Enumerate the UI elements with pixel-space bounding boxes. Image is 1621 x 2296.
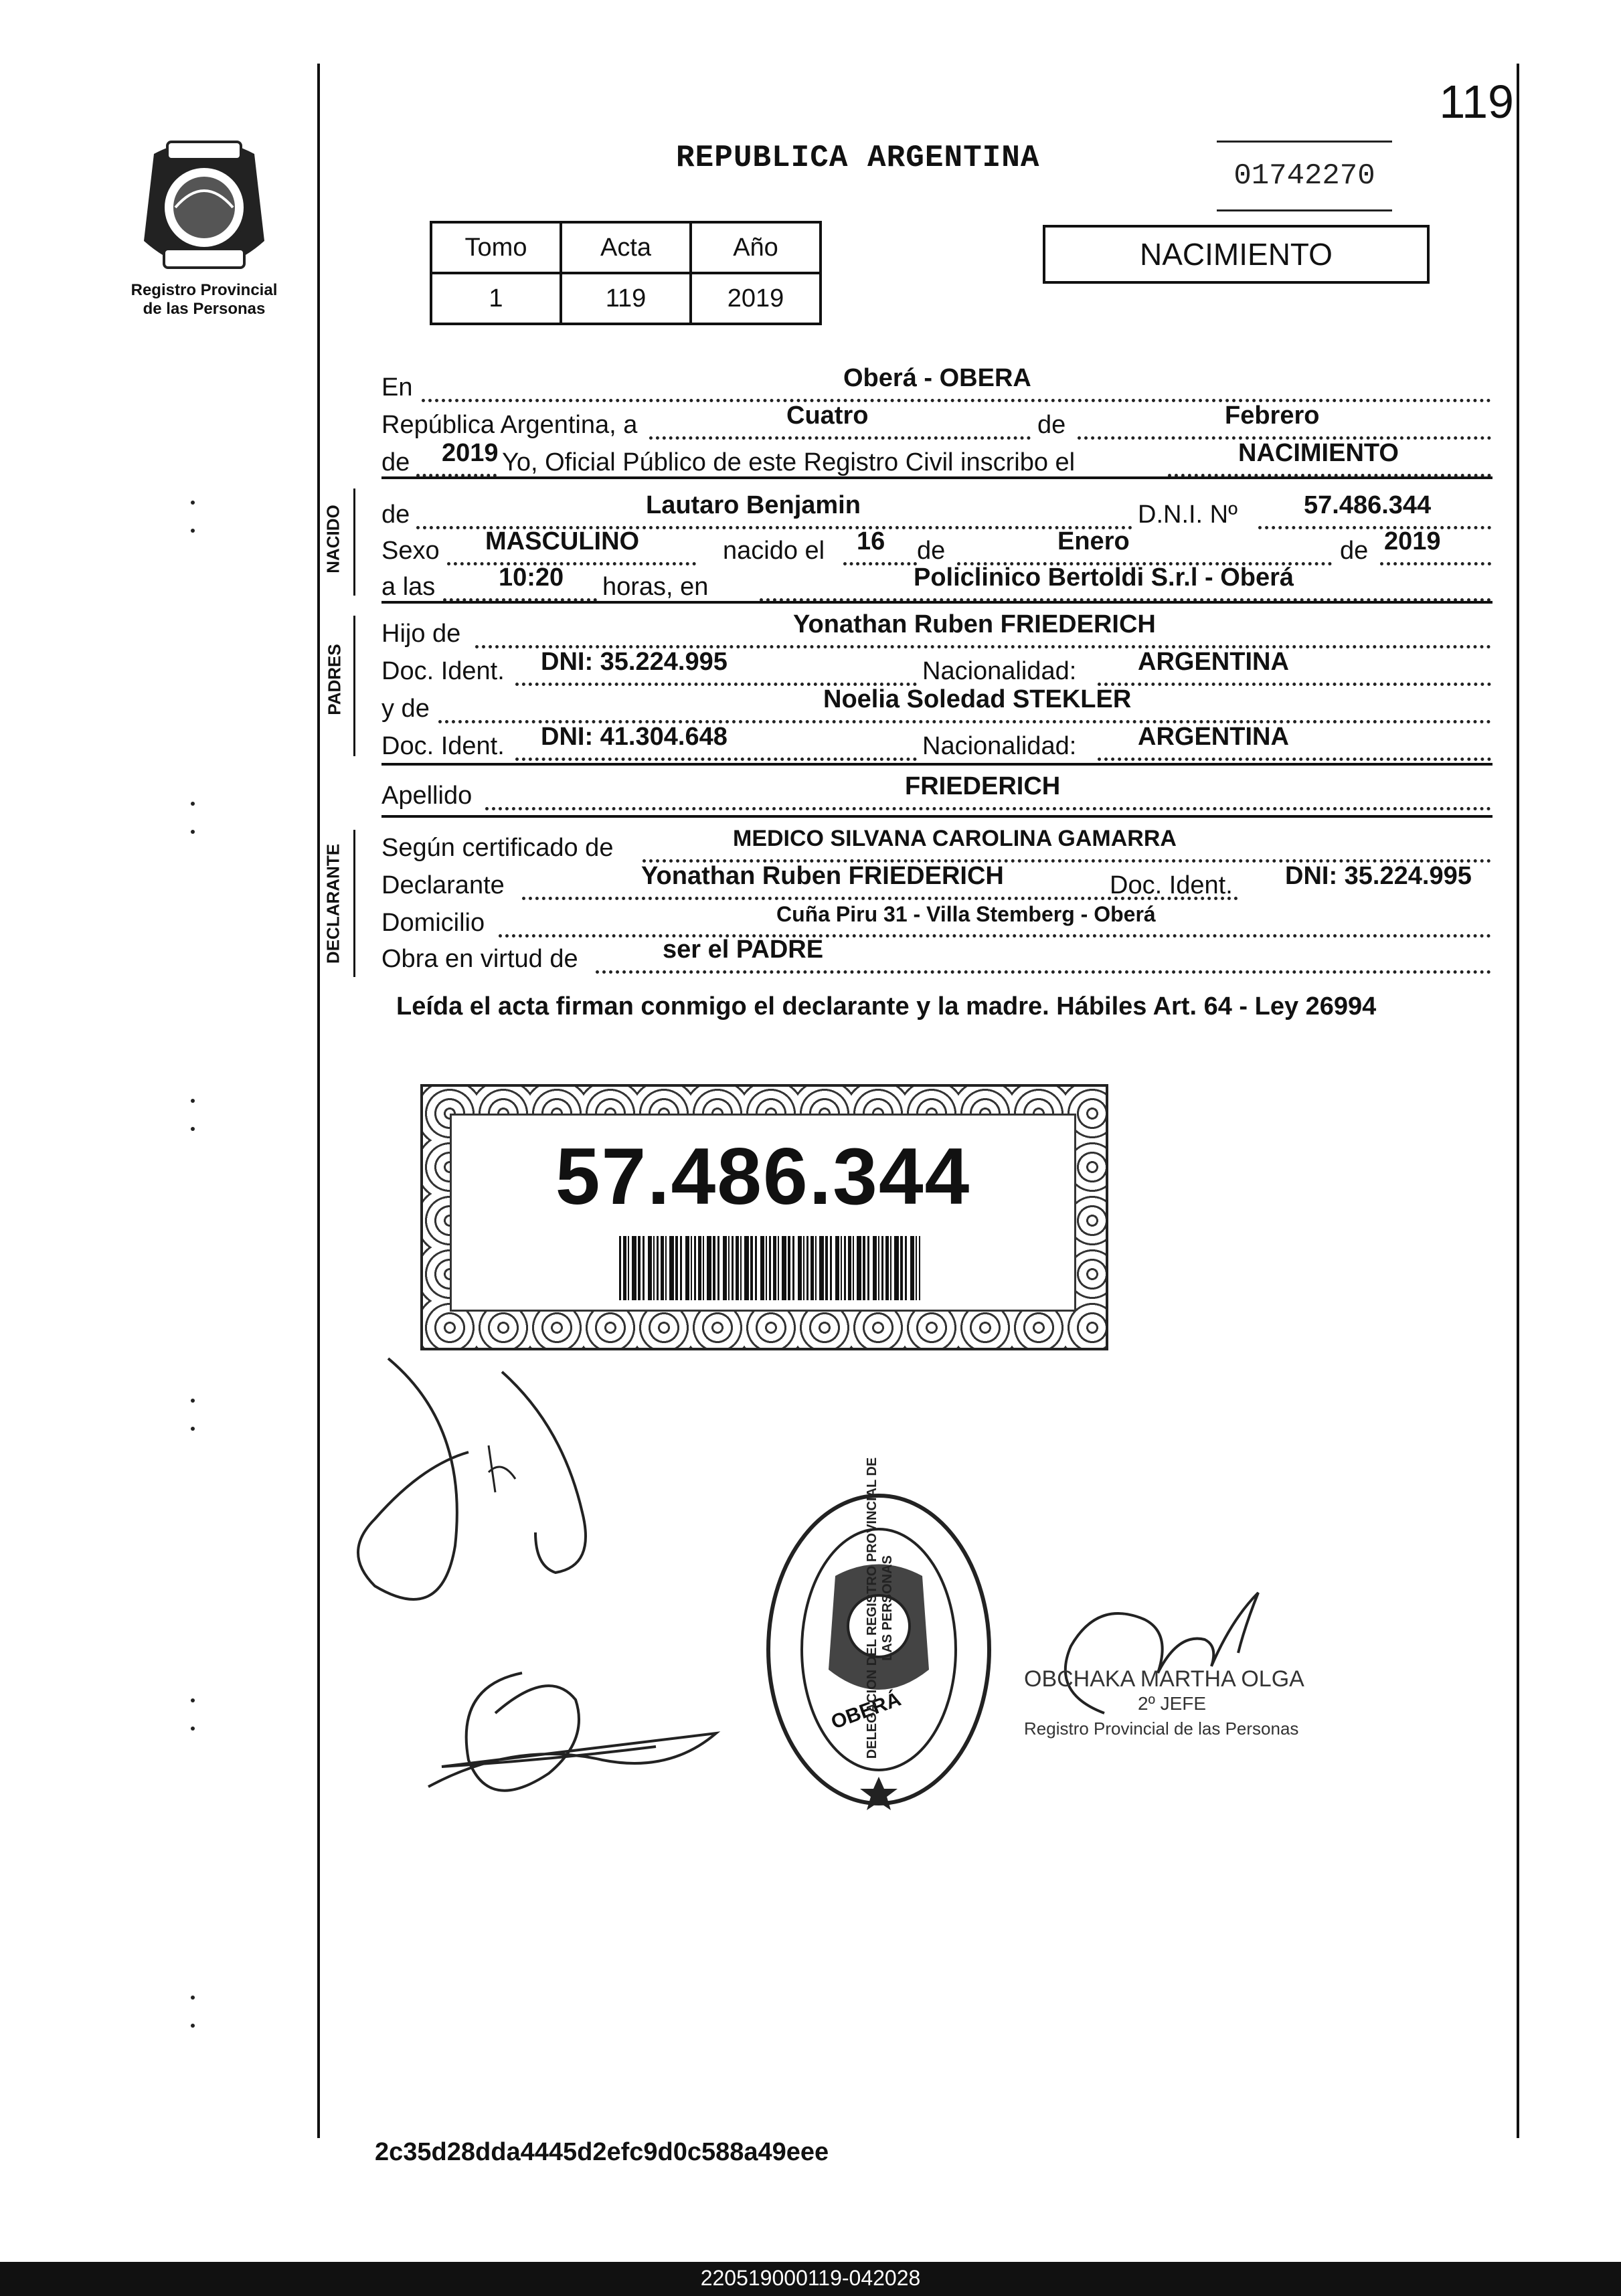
barcode-bar — [691, 1236, 692, 1300]
row-time — [381, 563, 1491, 605]
barcode-bar — [819, 1236, 824, 1300]
label-apellido: Apellido — [381, 782, 473, 810]
label-a-las: a las — [381, 573, 436, 601]
row-date — [381, 402, 1491, 443]
separator-line — [381, 763, 1492, 766]
scan-speck — [191, 1698, 195, 1702]
label-sexo: Sexo — [381, 537, 440, 565]
barcode-bar — [623, 1236, 626, 1300]
certificate-value: MEDICO SILVANA CAROLINA GAMARRA — [733, 826, 1177, 851]
barcode-bar — [806, 1236, 808, 1300]
record-type-box: NACIMIENTO — [1043, 225, 1430, 284]
sticker-panel — [450, 1114, 1076, 1312]
month-value: Febrero — [1225, 402, 1320, 430]
barcode-bar — [665, 1236, 667, 1300]
row-obra — [381, 936, 1491, 977]
header-anio: Año — [691, 222, 821, 273]
logo-caption — [107, 281, 301, 319]
father-doc: DNI: 35.224.995 — [541, 648, 728, 676]
sex-value: MASCULINO — [485, 527, 640, 555]
barcode-bar — [698, 1236, 701, 1300]
logo-caption-line2: de las Personas — [143, 300, 266, 318]
barcode-bar — [657, 1236, 659, 1300]
label-mother-doc: Doc. Ident. — [381, 732, 505, 760]
scan-speck — [191, 1399, 195, 1403]
official-registry: Registro Provincial de las Personas — [1024, 1718, 1299, 1739]
value-tomo: 1 — [431, 273, 561, 324]
logo-caption-line1: Registro Provincial — [131, 281, 278, 299]
barcode-bar — [703, 1236, 704, 1300]
sticker-dni-number: 57.486.344 — [555, 1132, 971, 1221]
barcode-bar — [736, 1236, 739, 1300]
row-year — [381, 439, 1491, 480]
section-label-padres: PADRES — [324, 644, 345, 715]
label-en: En — [381, 373, 413, 402]
row-mother — [381, 685, 1491, 727]
section-label-declarante: DECLARANTE — [323, 843, 343, 964]
row-father — [381, 610, 1491, 652]
label-de: de — [1037, 411, 1066, 439]
label-nacido-el: nacido el — [723, 537, 825, 565]
label-de-year: de — [381, 448, 410, 476]
record-table-values — [431, 273, 821, 324]
barcode-bar — [694, 1236, 696, 1300]
barcode-bar — [835, 1236, 839, 1300]
scan-speck — [191, 501, 195, 505]
official-role: 2º JEFE — [1138, 1693, 1207, 1714]
barcode-bar — [653, 1236, 655, 1300]
barcode-bar — [830, 1236, 832, 1300]
mother-name: Noelia Soledad STEKLER — [823, 685, 1132, 713]
label-de-month: de — [917, 537, 946, 565]
barcode-bar — [740, 1236, 742, 1300]
row-mother-doc — [381, 723, 1491, 764]
label-segun: Según certificado de — [381, 834, 614, 862]
row-declarante — [381, 862, 1491, 903]
scan-speck — [191, 1727, 195, 1731]
header-acta: Acta — [561, 222, 691, 273]
scan-speck — [191, 1427, 195, 1431]
barcode-bar — [844, 1236, 846, 1300]
apellido-value: FRIEDERICH — [905, 772, 1061, 800]
label-obra: Obra en virtud de — [381, 945, 578, 973]
value-anio: 2019 — [691, 273, 821, 324]
section-bracket — [353, 489, 355, 596]
barcode-bar — [878, 1236, 879, 1300]
barcode-bar — [628, 1236, 629, 1300]
barcode-bar — [713, 1236, 715, 1300]
barcode-bar — [803, 1236, 804, 1300]
barcode-bar — [766, 1236, 767, 1300]
separator-line — [381, 601, 1492, 604]
signature-mother — [415, 1660, 730, 1847]
barcode-bar — [728, 1236, 730, 1300]
barcode-bar — [750, 1236, 753, 1300]
right-margin-line — [1517, 64, 1519, 2138]
scan-speck — [191, 1996, 195, 2000]
record-table — [430, 221, 822, 325]
birth-month: Enero — [1057, 527, 1130, 555]
barcode-bar — [848, 1236, 851, 1300]
barcode-bar — [890, 1236, 891, 1300]
barcode-bar — [863, 1236, 865, 1300]
barcode-bar — [905, 1236, 907, 1300]
barcode-bar — [685, 1236, 689, 1300]
footer-code: 220519000119-042028 — [700, 2266, 921, 2290]
left-margin-line — [317, 64, 320, 2138]
document-hash: 2c35d28dda4445d2efc9d0c588a49eee — [375, 2138, 829, 2166]
declarant-doc: DNI: 35.224.995 — [1285, 862, 1472, 890]
barcode-bar — [885, 1236, 889, 1300]
mother-doc: DNI: 41.304.648 — [541, 723, 728, 751]
scan-speck — [191, 830, 195, 834]
barcode — [619, 1236, 920, 1300]
father-name: Yonathan Ruben FRIEDERICH — [793, 610, 1156, 638]
section-bracket — [353, 830, 355, 977]
label-mother-nationality: Nacionalidad: — [922, 732, 1077, 760]
birth-time: 10:20 — [499, 563, 564, 592]
scan-speck — [191, 2024, 195, 2028]
barcode-bar — [769, 1236, 771, 1300]
barcode-bar — [810, 1236, 814, 1300]
official-name: OBCHAKA MARTHA OLGA — [1024, 1666, 1304, 1692]
row-place — [381, 364, 1491, 406]
birth-year: 2019 — [1384, 527, 1441, 555]
barcode-bar — [815, 1236, 817, 1300]
serial-number: 01742270 — [1217, 141, 1392, 211]
barcode-bar — [825, 1236, 828, 1300]
barcode-bar — [841, 1236, 842, 1300]
barcode-bar — [873, 1236, 877, 1300]
child-name: Lautaro Benjamin — [646, 491, 861, 519]
birth-day: 16 — [857, 527, 885, 555]
barcode-bar — [632, 1236, 636, 1300]
label-y-de: y de — [381, 695, 430, 723]
barcode-bar — [881, 1236, 883, 1300]
barcode-bar — [723, 1236, 727, 1300]
separator-line — [381, 815, 1492, 818]
signature-declarant — [335, 1345, 643, 1680]
dni-sticker — [420, 1084, 1108, 1350]
barcode-bar — [643, 1236, 645, 1300]
separator-line — [381, 476, 1492, 479]
header-tomo: Tomo — [431, 222, 561, 273]
barcode-bar — [782, 1236, 786, 1300]
scan-speck — [191, 802, 195, 806]
page-number: 119 — [1439, 76, 1514, 128]
barcode-bar — [669, 1236, 674, 1300]
stamp-ring-text: DELEGACION DEL REGISTRO PROVINCIAL DE LAS PERSONAS — [865, 1457, 895, 1759]
label-declarante: Declarante — [381, 871, 505, 899]
barcode-bar — [867, 1236, 869, 1300]
address-value: Cuña Piru 31 - Villa Stemberg - Oberá — [776, 902, 1156, 926]
barcode-bar — [900, 1236, 903, 1300]
barcode-bar — [638, 1236, 641, 1300]
barcode-bar — [919, 1236, 920, 1300]
label-republica: República Argentina, a — [381, 411, 638, 439]
label-inscribo: Yo, Oficial Público de este Registro Civil inscribo el — [502, 448, 1076, 476]
label-horas: horas, en — [602, 573, 709, 601]
provincia-misiones-logo — [127, 127, 281, 294]
barcode-bar — [744, 1236, 749, 1300]
barcode-bar — [707, 1236, 711, 1300]
barcode-bar — [853, 1236, 854, 1300]
capacity-value: ser el PADRE — [663, 936, 824, 964]
label-declarant-doc: Doc. Ident. — [1110, 871, 1233, 899]
barcode-bar — [916, 1236, 917, 1300]
father-nationality: ARGENTINA — [1138, 648, 1289, 676]
stamp-city: OBERÁ — [828, 1688, 904, 1734]
declarant-name: Yonathan Ruben FRIEDERICH — [641, 862, 1004, 890]
record-table-header — [431, 222, 821, 273]
child-dni: 57.486.344 — [1304, 491, 1432, 519]
birth-place: Policlinico Bertoldi S.r.l - Oberá — [914, 563, 1294, 592]
row-certificado — [381, 828, 1491, 866]
scan-speck — [191, 1127, 195, 1131]
section-bracket — [353, 616, 355, 756]
barcode-bar — [773, 1236, 776, 1300]
value-acta: 119 — [561, 273, 691, 324]
barcode-bar — [661, 1236, 664, 1300]
label-hijo-de: Hijo de — [381, 620, 461, 648]
day-value: Cuatro — [786, 402, 869, 430]
barcode-bar — [680, 1236, 682, 1300]
barcode-bar — [778, 1236, 779, 1300]
barcode-bar — [675, 1236, 678, 1300]
barcode-bar — [619, 1236, 621, 1300]
row-domicilio — [381, 903, 1491, 941]
barcode-bar — [798, 1236, 802, 1300]
barcode-bar — [792, 1236, 794, 1300]
scan-speck — [191, 1099, 195, 1103]
label-de-birth-year: de — [1340, 537, 1369, 565]
row-father-doc — [381, 648, 1491, 689]
label-dni: D.N.I. Nº — [1138, 501, 1238, 529]
barcode-bar — [648, 1236, 652, 1300]
barcode-bar — [857, 1236, 861, 1300]
barcode-bar — [755, 1236, 757, 1300]
barcode-bar — [788, 1236, 790, 1300]
year-value: 2019 — [442, 439, 499, 467]
legal-note: Leída el acta firman conmigo el declarante y la madre. Hábiles Art. 64 - Ley 26994 — [396, 992, 1377, 1021]
section-label-nacido: NACIDO — [323, 505, 343, 573]
country-title: REPUBLICA ARGENTINA — [676, 141, 1040, 175]
barcode-bar — [717, 1236, 719, 1300]
label-father-doc: Doc. Ident. — [381, 657, 505, 685]
label-domicilio: Domicilio — [381, 909, 485, 937]
act-value: NACIMIENTO — [1238, 439, 1399, 467]
city-value: Oberá - OBERA — [843, 364, 1031, 392]
barcode-bar — [894, 1236, 899, 1300]
barcode-bar — [732, 1236, 734, 1300]
barcode-bar — [760, 1236, 764, 1300]
label-father-nationality: Nacionalidad: — [922, 657, 1077, 685]
barcode-bar — [910, 1236, 914, 1300]
scan-speck — [191, 529, 195, 533]
label-de-nacido: de — [381, 501, 410, 529]
row-apellido — [381, 772, 1491, 814]
mother-nationality: ARGENTINA — [1138, 723, 1289, 751]
